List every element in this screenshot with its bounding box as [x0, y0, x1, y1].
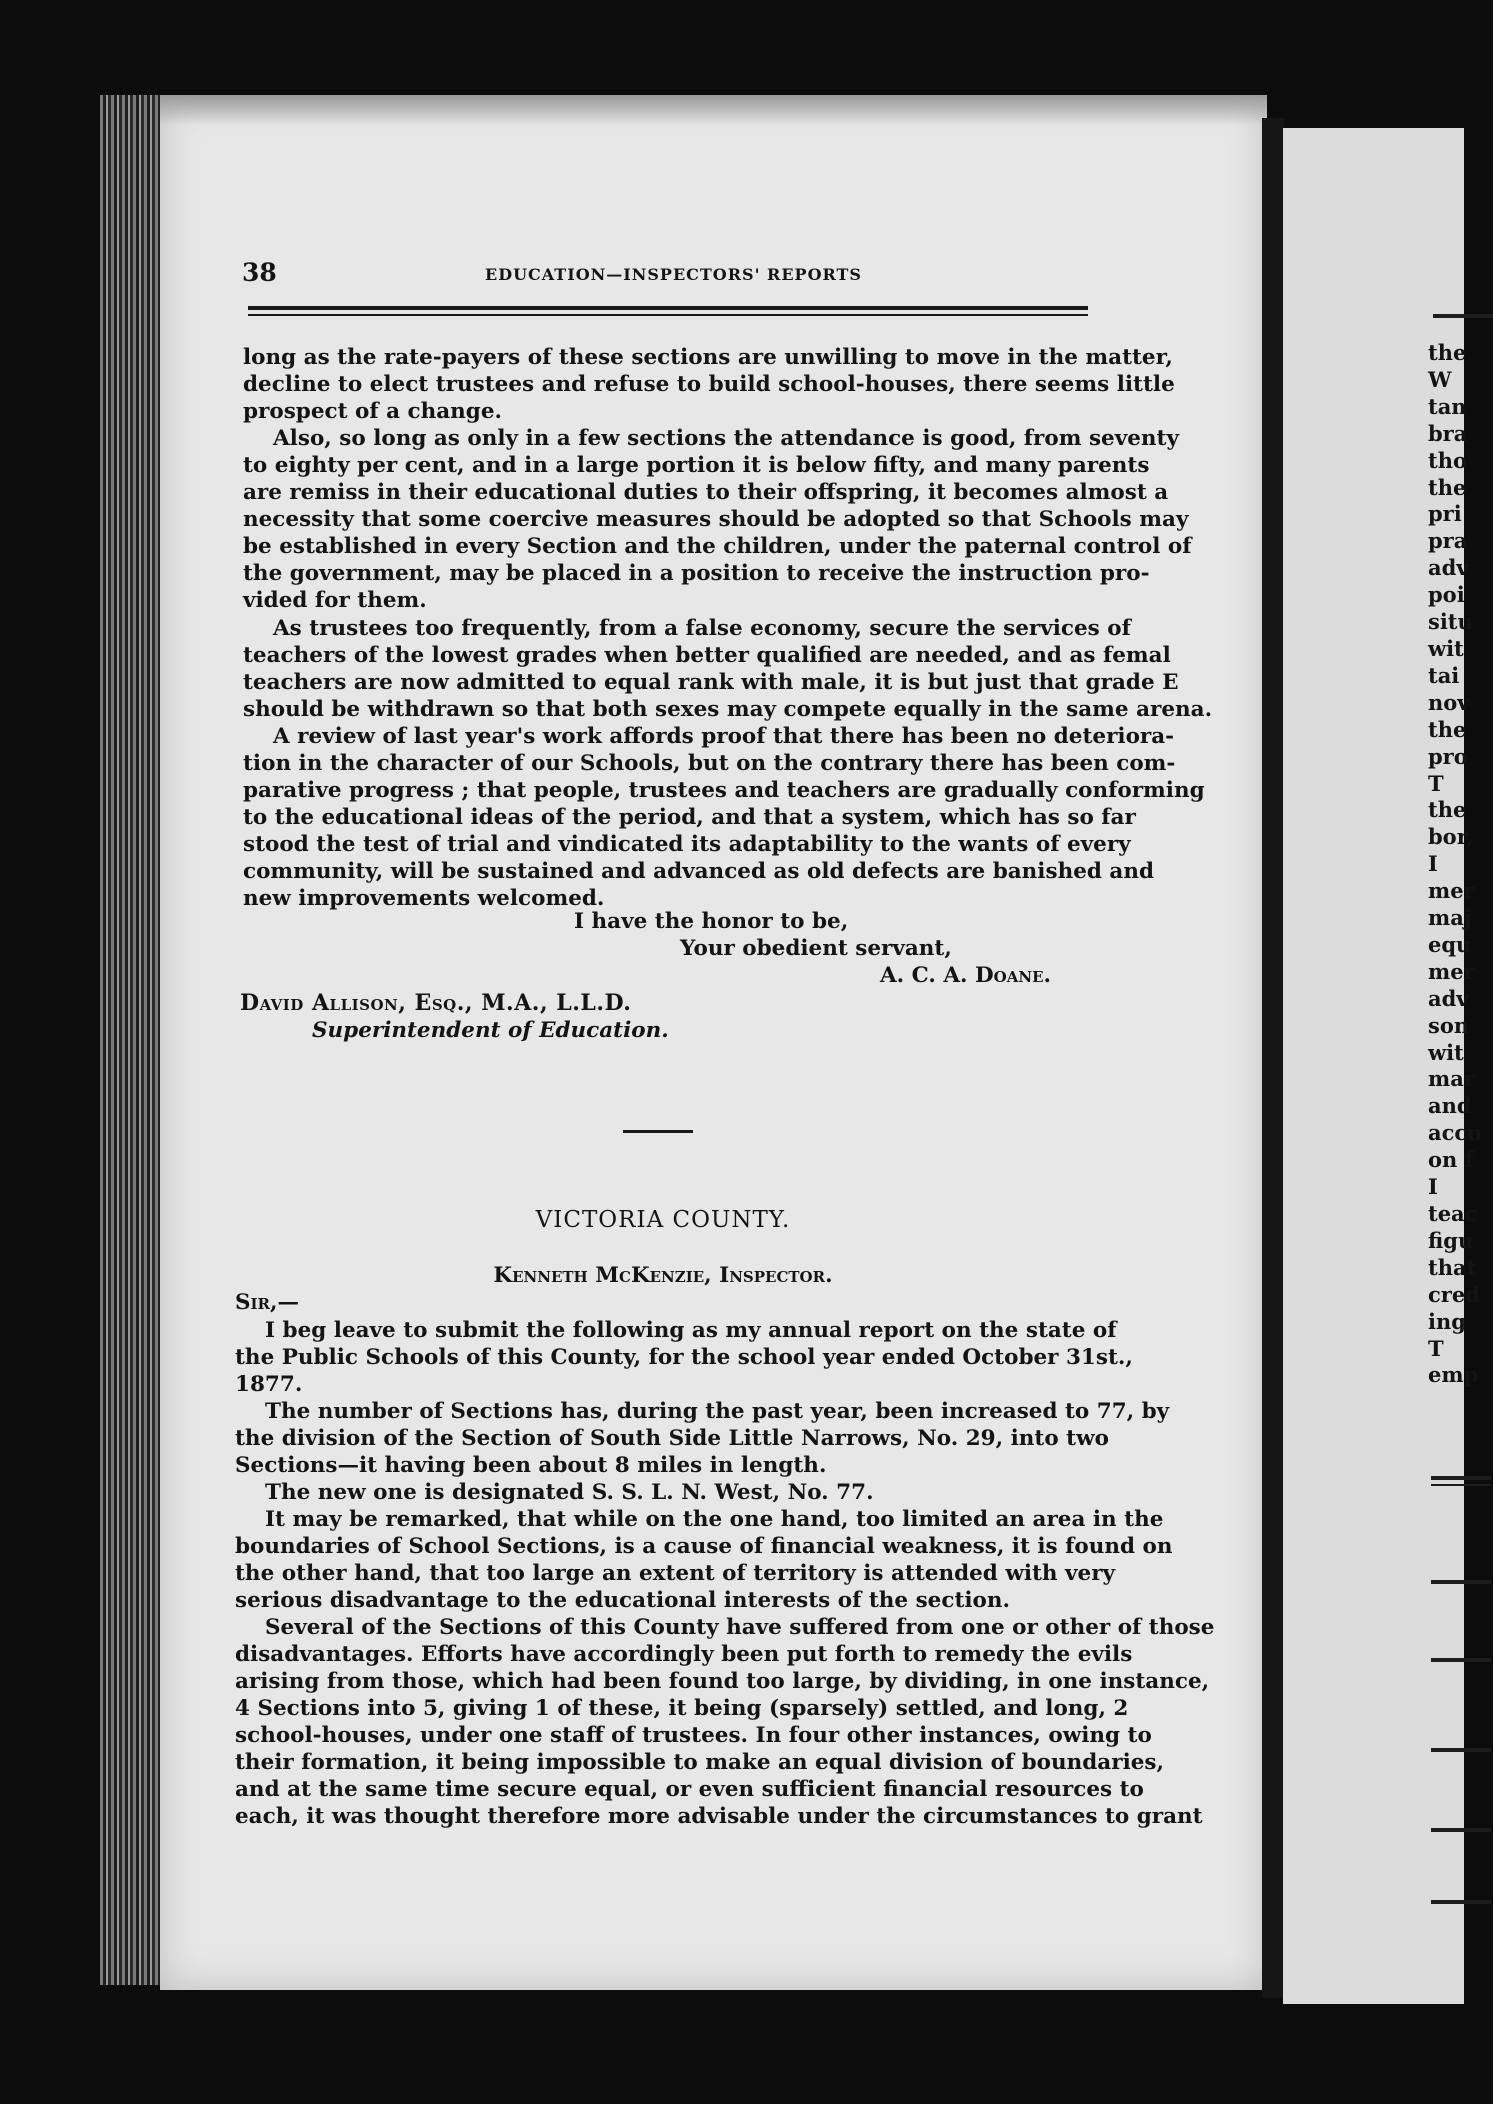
text-line: school-houses, under one staff of trustees. In four other instances, owing to: [235, 1723, 1152, 1748]
facing-fragment: I: [1428, 851, 1438, 877]
facing-rule: [1433, 314, 1493, 318]
paragraph: [243, 344, 1175, 425]
facing-fragment: emp: [1428, 1362, 1479, 1388]
paragraph: [243, 615, 1213, 723]
text-line: vided for them.: [243, 588, 427, 614]
text-line: should be withdrawn so that both sexes may compete equally in the same arena.: [243, 696, 1213, 722]
header-rule: [248, 306, 1088, 310]
paragraph: [235, 1479, 1083, 1506]
book-gutter: [1262, 118, 1284, 1998]
facing-fragment: tai: [1428, 662, 1460, 688]
facing-fragment: bor,: [1428, 824, 1474, 850]
facing-rule: [1431, 1828, 1491, 1832]
text-line: parative progress ; that people, trustees and teachers are gradually conforming: [243, 777, 1205, 803]
paragraph: [243, 425, 1192, 614]
facing-page: [1283, 128, 1483, 2004]
facing-fragment: wit: [1428, 635, 1464, 661]
page-number: 38: [242, 258, 277, 287]
facing-fragment: bra: [1428, 420, 1468, 446]
running-head: EDUCATION—INSPECTORS' REPORTS: [485, 265, 862, 284]
text-line: It may be remarked, that while on the one hand, too limited an area in the: [265, 1507, 1164, 1532]
facing-fragment: son: [1428, 1012, 1470, 1038]
facing-rule: [1431, 1748, 1491, 1752]
text-line: boundaries of School Sections, is a cause of financial weakness, it is found on: [235, 1534, 1173, 1559]
facing-rule: [1431, 1476, 1491, 1480]
facing-fragment: the: [1428, 474, 1467, 500]
facing-fragment: adv: [1428, 985, 1469, 1011]
text-line: 4 Sections into 5, giving 1 of these, it being (sparsely) settled, and long, 2: [235, 1696, 1129, 1721]
text-line: tion in the character of our Schools, but on the contrary there has been com-: [243, 750, 1176, 776]
facing-fragment: adv: [1428, 555, 1469, 581]
section-title: VICTORIA COUNTY.: [535, 1207, 791, 1233]
paragraph: [243, 723, 1205, 912]
addressee-title: Superintendent of Education.: [312, 1018, 669, 1043]
text-line: The new one is designated S. S. L. N. West, No. 77.: [265, 1480, 874, 1505]
text-line: teachers are now admitted to equal rank with male, it is but just that grade E: [243, 669, 1179, 695]
facing-fragment: equ: [1428, 931, 1472, 957]
facing-fragment: T: [1428, 770, 1444, 796]
facing-fragment: maj: [1428, 905, 1472, 931]
facing-fragment: teac: [1428, 1201, 1478, 1226]
text-line: disadvantages. Efforts have accordingly been put forth to remedy the evils: [235, 1642, 1133, 1667]
text-line: to the educational ideas of the period, and that a system, which has so far: [243, 804, 1136, 830]
text-line: Several of the Sections of this County have suffered from one or other of those: [265, 1615, 1215, 1640]
facing-fragment: accu: [1428, 1120, 1483, 1146]
facing-fragment: that: [1428, 1254, 1477, 1280]
facing-fragment: T: [1428, 1335, 1444, 1361]
facing-fragment: nov: [1428, 689, 1470, 715]
facing-rule: [1431, 1580, 1491, 1584]
facing-fragment: the: [1428, 716, 1467, 742]
facing-fragment: mer: [1428, 878, 1475, 904]
text-line: and at the same time secure equal, or even sufficient financial resources to: [235, 1777, 1144, 1802]
text-line: arising from those, which had been found too large, by dividing, in one instance,: [235, 1669, 1210, 1694]
facing-fragment: I: [1428, 1174, 1438, 1200]
text-line: be established in every Section and the children, under the paternal control of: [243, 534, 1192, 560]
text-line: A review of last year's work affords proof that there has been no deteriora-: [273, 723, 1175, 749]
text-line: I beg leave to submit the following as my annual report on the state of: [265, 1318, 1117, 1343]
facing-rule: [1431, 1484, 1491, 1486]
facing-fragment: tan: [1428, 393, 1467, 419]
facing-fragment: situ: [1428, 609, 1473, 635]
header-rule: [248, 314, 1088, 316]
addressee-name: David Allison, Esq., M.A., L.L.D.: [240, 990, 632, 1016]
facing-fragment: the: [1428, 797, 1467, 823]
page-header: [242, 258, 1087, 288]
facing-fragment: mar: [1428, 1066, 1475, 1092]
facing-fragment: pri: [1428, 501, 1462, 527]
text-line: the division of the Section of South Side Little Narrows, No. 29, into two: [235, 1426, 1109, 1451]
signature: A. C. A. Doane.: [880, 963, 1051, 988]
text-line: prospect of a change.: [243, 399, 502, 424]
facing-fragment: W: [1428, 366, 1452, 392]
text-line: new improvements welcomed.: [243, 885, 605, 911]
text-line: community, will be sustained and advanced as old defects are banished and: [243, 858, 1154, 884]
facing-rule: [1431, 1900, 1491, 1904]
paragraph: [235, 1398, 1170, 1479]
text-line: necessity that some coercive measures should be adopted so that Schools may: [243, 507, 1189, 533]
facing-fragment: wit: [1428, 1039, 1464, 1065]
text-line: long as the rate-payers of these sections are unwilling to move in the matter,: [243, 345, 1173, 370]
facing-fragment: on f: [1428, 1147, 1474, 1173]
text-line: the other hand, that too large an extent of territory is attended with very: [235, 1561, 1116, 1586]
text-line: teachers of the lowest grades when better qualified are needed, and as femal: [243, 642, 1171, 668]
facing-fragment: ing: [1428, 1308, 1466, 1334]
text-line: Also, so long as only in a few sections the attendance is good, from seventy: [273, 426, 1179, 452]
text-line: the Public Schools of this County, for the school year ended October 31st.,: [235, 1345, 1133, 1370]
facing-fragment: and: [1428, 1093, 1472, 1119]
inspector-name: Kenneth McKenzie, Inspector.: [493, 1263, 833, 1288]
text-line: As trustees too frequently, from a false economy, secure the services of: [273, 615, 1131, 641]
text-line: the government, may be placed in a position to receive the instruction pro-: [243, 561, 1150, 587]
paragraph: [235, 1506, 1173, 1614]
paragraph: [235, 1317, 1133, 1398]
facing-fragment: tho: [1428, 447, 1467, 473]
facing-rule: [1431, 1658, 1491, 1662]
text-line: decline to elect trustees and refuse to build school-houses, there seems little: [243, 372, 1175, 397]
facing-fragment: pro: [1428, 743, 1468, 769]
salutation: Sir,—: [235, 1290, 299, 1315]
closing-line: I have the honor to be,: [574, 909, 849, 934]
facing-fragment: pra: [1428, 528, 1468, 554]
facing-fragment: mer: [1428, 958, 1475, 984]
page-shadow: [160, 95, 1267, 125]
text-line: stood the test of trial and vindicated its adaptability to the wants of every: [243, 831, 1131, 857]
facing-fragment: cred: [1428, 1281, 1480, 1307]
text-line: to eighty per cent, and in a large portion it is below fifty, and many parents: [243, 453, 1150, 479]
facing-fragment: figu: [1428, 1227, 1474, 1253]
facing-fragment: the: [1428, 340, 1467, 365]
text-line: each, it was thought therefore more advisable under the circumstances to grant: [235, 1804, 1203, 1829]
text-line: The number of Sections has, during the past year, been increased to 77, by: [265, 1399, 1170, 1424]
text-line: serious disadvantage to the educational interests of the section.: [235, 1588, 1010, 1613]
text-line: are remiss in their educational duties to their offspring, it becomes almost a: [243, 480, 1169, 506]
section-separator: [623, 1130, 693, 1133]
facing-fragment: poi: [1428, 582, 1465, 608]
facing-page-text: [1428, 340, 1482, 1389]
text-line: 1877.: [235, 1372, 303, 1397]
paragraph: [235, 1614, 1215, 1830]
text-line: Sections—it having been about 8 miles in length.: [235, 1453, 827, 1478]
text-line: their formation, it being impossible to make an equal division of boundaries,: [235, 1750, 1165, 1775]
closing-line: Your obedient servant,: [680, 936, 952, 961]
